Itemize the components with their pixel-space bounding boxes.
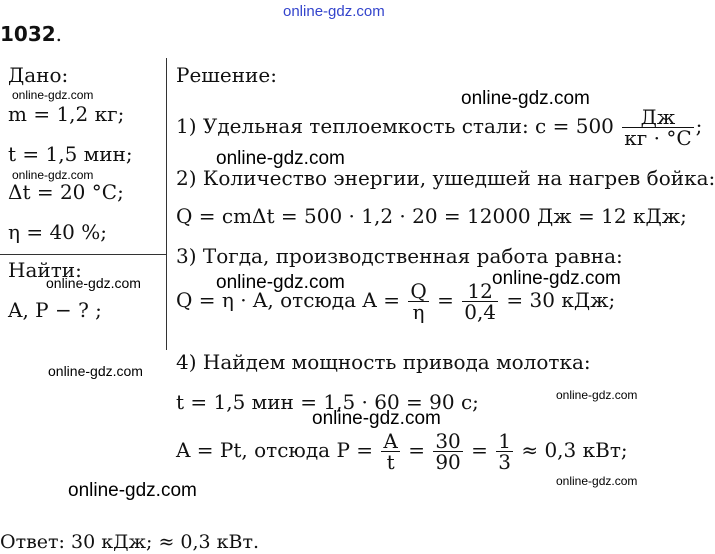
problem-number-dot: . <box>55 22 63 46</box>
fraction-1-3 <box>496 431 513 472</box>
step-2: 2) Количество энергии, ушедшей на нагрев бойка: <box>176 166 715 190</box>
watermark: online-gdz.com <box>556 388 638 402</box>
given-divider <box>0 254 167 255</box>
given-delta-t: Δt = 20 °C; <box>8 180 124 204</box>
fraction-denominator: кг · °C <box>624 126 692 150</box>
fraction-q-eta <box>408 281 428 322</box>
watermark: online-gdz.com <box>216 148 345 169</box>
fraction-numerator: 1 <box>498 429 511 453</box>
step-1 <box>176 107 702 148</box>
answer: Ответ: 30 кДж; ≈ 0,3 кВт. <box>0 531 260 553</box>
watermark-top: online-gdz.com <box>283 3 385 20</box>
watermark: online-gdz.com <box>556 474 638 488</box>
given-time: t = 1,5 мин; <box>8 142 133 166</box>
fraction-denominator: 3 <box>498 450 511 474</box>
step-4: 4) Найдем мощность привода молотка: <box>176 350 591 374</box>
fraction-numerator: 30 <box>435 429 461 453</box>
step-5-eq-a: A = Pt, отсюда P = <box>176 438 374 462</box>
step-3-eq-a: Q = η · A, отсюда A = <box>176 288 400 312</box>
step-1-end: ; <box>695 114 703 138</box>
fraction-numerator: 12 <box>462 281 498 302</box>
watermark: online-gdz.com <box>12 88 94 102</box>
watermark: online-gdz.com <box>46 275 141 291</box>
fraction-heat-capacity-unit <box>622 107 693 148</box>
given-efficiency: η = 40 %; <box>8 220 108 244</box>
step-5-eq-end: ≈ 0,3 кВт; <box>521 438 628 462</box>
fraction-12-04 <box>462 281 498 322</box>
step-3-equation <box>176 281 615 322</box>
fraction-numerator: A <box>383 429 398 453</box>
watermark: online-gdz.com <box>461 88 590 109</box>
watermark: online-gdz.com <box>492 268 621 289</box>
problem-number <box>0 22 62 46</box>
step-2-equation: Q = cmΔt = 500 · 1,2 · 20 = 12000 Дж = 12 кДж; <box>176 204 687 228</box>
watermark: online-gdz.com <box>312 408 441 429</box>
step-5-equation <box>176 431 628 472</box>
fraction-denominator: 90 <box>435 450 461 474</box>
column-divider <box>166 58 167 350</box>
fraction-denominator: η <box>412 300 425 324</box>
fraction-numerator: Дж <box>622 107 693 128</box>
fraction-a-t <box>381 431 399 472</box>
step-4-equation: t = 1,5 мин = 1,5 · 60 = 90 c; <box>176 390 479 414</box>
solution-title: Решение: <box>176 63 277 87</box>
find-values: A, P − ? ; <box>8 298 102 322</box>
step-3-eq-end: = 30 кДж; <box>506 288 616 312</box>
step-3: 3) Тогда, производственная работа равна: <box>176 244 623 268</box>
equals-sign: = <box>471 438 488 462</box>
given-mass: m = 1,2 кг; <box>8 102 125 126</box>
watermark: online-gdz.com <box>48 363 143 379</box>
watermark: online-gdz.com <box>68 480 197 501</box>
fraction-denominator: t <box>386 450 395 474</box>
equals-sign: = <box>437 288 454 312</box>
watermark: online-gdz.com <box>216 272 345 293</box>
given-title: Дано: <box>8 63 69 87</box>
fraction-30-90 <box>433 431 462 472</box>
find-title: Найти: <box>8 258 82 282</box>
fraction-denominator: 0,4 <box>464 300 497 324</box>
step-1-text: 1) Удельная теплоемкость стали: c = 500 <box>176 114 614 138</box>
fraction-numerator: Q <box>410 279 427 303</box>
problem-number-value: 1032 <box>0 22 56 46</box>
watermark: online-gdz.com <box>12 168 94 182</box>
equals-sign: = <box>408 438 425 462</box>
